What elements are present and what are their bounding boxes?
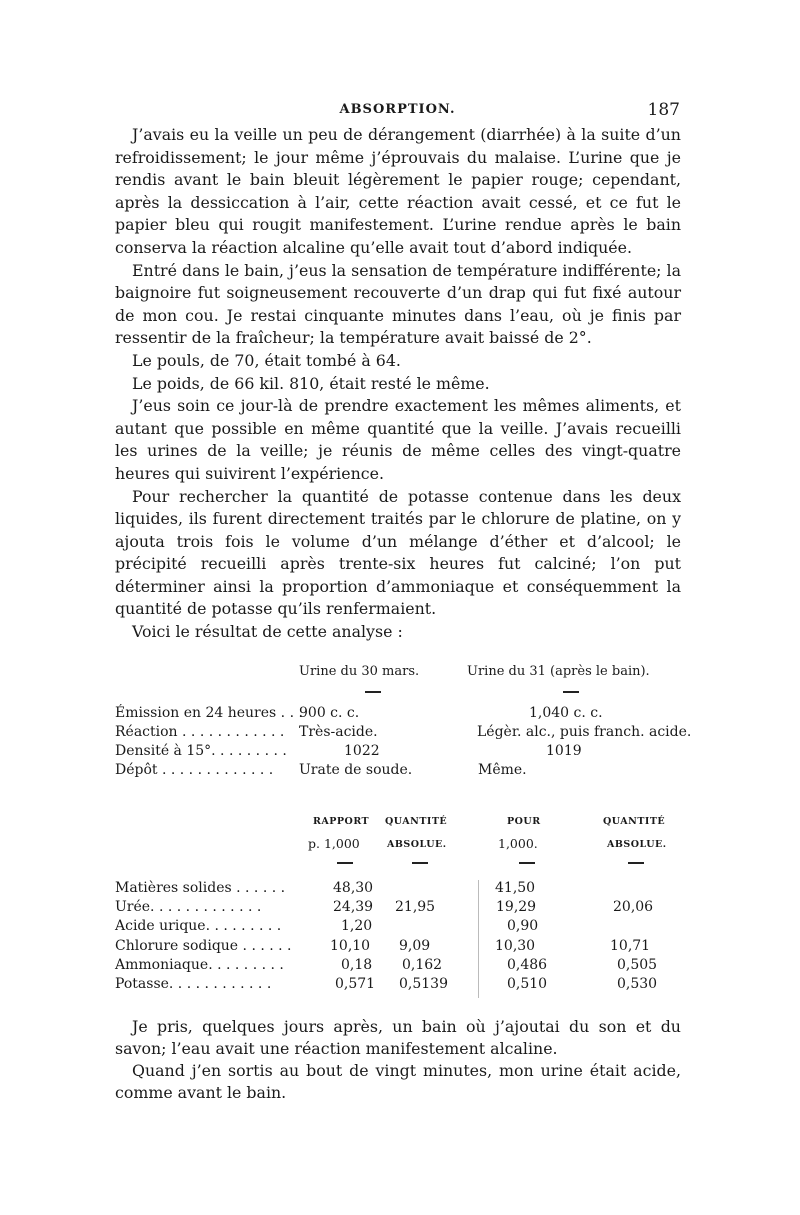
cell: Légèr. alc., puis franch. acide. — [477, 724, 692, 740]
row-label: Ammoniaque. . . . . . . . . — [115, 956, 284, 973]
analysis-table — [115, 816, 685, 995]
paragraph: J’avais eu la veille un peu de dérangement (diarrhée) à la suite d’un refroidissement; le jour même j’éprouvais du malaise. L’urine que je rendis avant le bain bleuit légèrement le papier rouge; cependant, après la dessiccation à l’air, cette réaction avait cessé, et ce fut le papier bleu qui rougit manifestement. L’urine rendue après le bain conserva la réaction alcaline qu’elle avait tout d’abord indiquée. — [115, 125, 681, 257]
column-header: POUR — [507, 816, 541, 827]
paragraph: J’eus soin ce jour-là de prendre exactement les mêmes aliments, et autant que possible en même quantité que la veille. J’avais recueilli les urines de la veille; je réunis de même celles des vingt-quatre heures qui suivirent l’expérience. — [115, 396, 681, 483]
rule — [519, 862, 535, 864]
row-label: Dépôt . . . . . . . . . . . . . — [115, 762, 274, 778]
cell: 0,162 — [402, 956, 443, 973]
table-header-row — [115, 836, 685, 856]
cell: 0,510 — [507, 975, 548, 992]
rule — [337, 862, 353, 864]
cell: 20,06 — [613, 899, 654, 916]
table-row — [115, 880, 685, 899]
cell: 1019 — [546, 743, 582, 759]
row-label: Densité à 15°. . . . . . . . . — [115, 743, 287, 759]
cell: 1022 — [344, 743, 380, 759]
cell: 10,30 — [495, 937, 536, 954]
urine-comparison-table — [115, 664, 692, 781]
cell: 19,29 — [496, 899, 537, 916]
row-label: Acide urique. . . . . . . . . — [115, 918, 282, 935]
table-row — [115, 705, 685, 724]
body-text — [115, 124, 681, 644]
column-header: p. 1,000 — [308, 836, 360, 851]
cell: 41,50 — [495, 880, 536, 896]
column-header: Urine du 30 mars. — [299, 664, 420, 679]
cell: 0,18 — [341, 956, 373, 973]
table-row — [115, 899, 685, 918]
table-row — [115, 762, 685, 781]
cell: 10,71 — [610, 937, 651, 954]
rule — [563, 691, 579, 693]
paragraph: Quand j’en sortis au bout de vingt minutes, mon urine était acide, comme avant le bain. — [115, 1061, 681, 1102]
cell: 1,040 c. c. — [529, 705, 603, 721]
row-label: Matières solides . . . . . . — [115, 880, 286, 896]
paragraph: Pour rechercher la quantité de potasse contenue dans les deux liquides, ils furent directement traités par le chlorure de platine, on y ajouta trois fois le volume d’un mélange d’éther et d’alcool; le précipité recueilli après trente-six heures fut calciné; l’on put déterminer ainsi la proportion d’ammoniaque et conséquemment la quantité de potasse qu’ils renfermaient. — [115, 486, 681, 619]
table-row — [115, 918, 685, 937]
column-header: 1,000. — [498, 836, 538, 851]
paragraph: Entré dans le bain, j’eus la sensation de température indifférente; la baignoire fut soigneusement recouverte d’un drap qui fut fixé autour de mon cou. Je restai cinquante minutes dans l’eau, où je finis par ressentir de la fraîcheur; la température avait baissé de 2°. — [115, 260, 681, 348]
cell: 24,39 — [333, 899, 374, 916]
column-header: RAPPORT — [313, 816, 370, 827]
page-number: 187 — [647, 100, 680, 120]
rule — [628, 862, 644, 864]
row-label: Urée. . . . . . . . . . . . . — [115, 899, 262, 916]
row-label: Émission en 24 heures . . . — [115, 705, 303, 721]
closing-text — [115, 1016, 681, 1104]
row-label: Potasse. . . . . . . . . . . . — [115, 975, 272, 992]
table-row — [115, 976, 685, 995]
table-row — [115, 724, 692, 743]
cell: Urate de soude. — [299, 762, 413, 778]
table-row — [115, 957, 685, 976]
table-row — [115, 938, 685, 957]
cell: 9,09 — [399, 937, 431, 954]
rule — [365, 691, 381, 693]
paragraph: Je pris, quelques jours après, un bain où j’ajoutai du son et du savon; l’eau avait une réaction manifestement alcaline. — [115, 1017, 681, 1058]
cell: 21,95 — [395, 899, 436, 916]
cell: 900 c. c. — [299, 705, 360, 721]
cell: Très-acide. — [299, 724, 378, 740]
cell: 0,530 — [617, 975, 658, 992]
column-header: Urine du 31 (après le bain). — [467, 664, 650, 679]
page-header — [115, 92, 680, 118]
cell: Même. — [478, 762, 527, 778]
cell: 0,505 — [617, 956, 658, 973]
cell: 1,20 — [341, 918, 373, 935]
row-label: Chlorure sodique . . . . . . — [115, 937, 292, 954]
cell: 0,571 — [335, 975, 376, 992]
header-rule-row — [115, 683, 685, 705]
header-rule-row — [115, 856, 685, 880]
running-title: ABSORPTION. — [339, 102, 456, 117]
table-row — [115, 743, 685, 762]
cell: 0,90 — [507, 918, 539, 935]
table-header-row — [115, 664, 685, 683]
cell: 0,486 — [507, 956, 548, 973]
cell: 10,10 — [330, 937, 371, 954]
table-header-row — [115, 816, 685, 836]
rule — [412, 862, 428, 864]
paragraph: Voici le résultat de cette analyse : — [132, 622, 403, 642]
paragraph: Le pouls, de 70, était tombé à 64. — [132, 350, 401, 370]
cell: 48,30 — [333, 880, 374, 896]
paragraph: Le poids, de 66 kil. 810, était resté le même. — [132, 373, 490, 393]
cell: 0,5139 — [399, 975, 448, 992]
column-divider — [478, 880, 479, 998]
column-header: QUANTITÉ — [603, 816, 666, 827]
column-header: QUANTITÉ — [385, 816, 448, 827]
column-header: ABSOLUE. — [387, 839, 447, 850]
column-header: ABSOLUE. — [607, 839, 667, 850]
row-label: Réaction . . . . . . . . . . . . — [115, 724, 285, 740]
